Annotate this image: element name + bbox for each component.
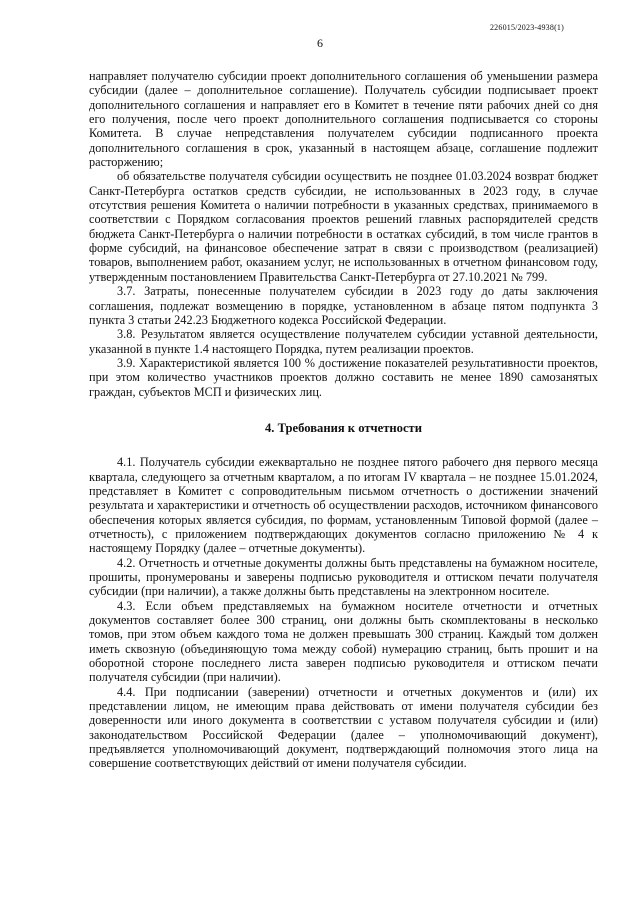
paragraph-4-3: 4.3. Если объем представляемых на бумажном носителе отчетности и отчетных документов составляет более 300 страниц, они должны быть скомплектованы в несколько томов, при этом объем каждого тома не должен превышать 300 страниц. Каждый том должен иметь сквозную (объединяющую тома между собой) нумерацию страниц, быть прошит и на оборотной стороне последнего листа заверен подписью руководителя и оттиском печати получателя субсидии (при наличии).: [89, 598, 598, 685]
paragraph-4-4: 4.4. При подписании (заверении) отчетности и отчетных документов и (или) их представлении лицом, не имеющим права действовать от имени получателя субсидии без доверенности или иного документа в соответствии с уставом получателя субсидии и (или) законодательством Российской Федерации (далее – уполномочивающий документ), предъявляется уполномочивающий документ, подтверждающий полномочия этого лица на совершение соответствующих действий от имени получателя субсидии.: [89, 684, 598, 771]
document-id: 226015/2023-4938(1): [489, 23, 564, 32]
paragraph-3-8: 3.8. Результатом является осуществление получателем субсидии уставной деятельности, указанной в пункте 1.4 настоящего Порядка, путем реализации проектов.: [89, 327, 598, 356]
paragraph-4-1: 4.1. Получатель субсидии ежеквартально не позднее пятого рабочего дня первого месяца квартала, следующего за отчетным кварталом, а по итогам IV квартала – не позднее 15.01.2024, представляет в Комитет с сопроводительным письмом отчетность о достижении значений результата и характеристики и отчетность об осуществлении расходов, источником финансового обеспечения которых является субсидия, по формам, установленным Типовой формой (далее – отчетность), с приложением подтверждающих документов согласно приложению № 4 к настоящему Порядку (далее – отчетные документы).: [89, 455, 598, 556]
paragraph-return-obligation: об обязательстве получателя субсидии осуществить не позднее 01.03.2024 возврат бюджет Санкт-Петербурга остатков средств субсидии, не использованных в 2023 году, в случае отсутствия решения Комитета о наличии потребности в указанных средствах, принимаемого в соответствии с Порядком согласования проектов решений главных распорядителей средств бюджета Санкт-Петербурга о наличии потребности в остатках субсидий, в том числе грантов в форме субсидий, на финансовое обеспечение затрат в связи с производством (реализацией) товаров, выполнением работ, оказанием услуг, не использованных в отчетном финансовом году, утвержденным постановлением Правительства Санкт-Петербурга от 27.10.2021 № 799.: [89, 169, 598, 284]
paragraph-3-9: 3.9. Характеристикой является 100 % достижение показателей результативности проектов, при этом количество участников проектов должно составить не менее 1890 самозанятых граждан, субъектов МСП и физических лиц.: [89, 355, 598, 399]
paragraph-4-2: 4.2. Отчетность и отчетные документы должны быть представлены на бумажном носителе, прошиты, пронумерованы и заверены подписью руководителя и оттиском печати получателя субсидии (при наличии), а также должны быть представлены на электронном носителе.: [89, 555, 598, 599]
section-title: 4. Требования к отчетности: [265, 420, 422, 435]
page-number: 6: [317, 36, 323, 50]
document-body: [89, 69, 598, 771]
paragraph-3-7: 3.7. Затраты, понесенные получателем субсидии в 2023 году до даты заключения соглашения, подлежат возмещению в порядке, установленном в абзаце пятом подпункта 3 пункта 3 статьи 242.23 Бюджетного кодекса Российской Федерации.: [89, 284, 598, 327]
paragraph-continuation: направляет получателю субсидии проект дополнительного соглашения об уменьшении размера субсидии (далее – дополнительное соглашение). Получатель субсидии подписывает проект дополнительного соглашения и направляет его в Комитет в течение пяти рабочих дней со дня его получения, после чего проект дополнительного соглашения подписывается со стороны Комитета. В случае непредставления получателем субсидии подписанного проекта дополнительного соглашения в срок, указанный в настоящем абзаце, соглашение подлежит расторжению;: [89, 69, 598, 170]
